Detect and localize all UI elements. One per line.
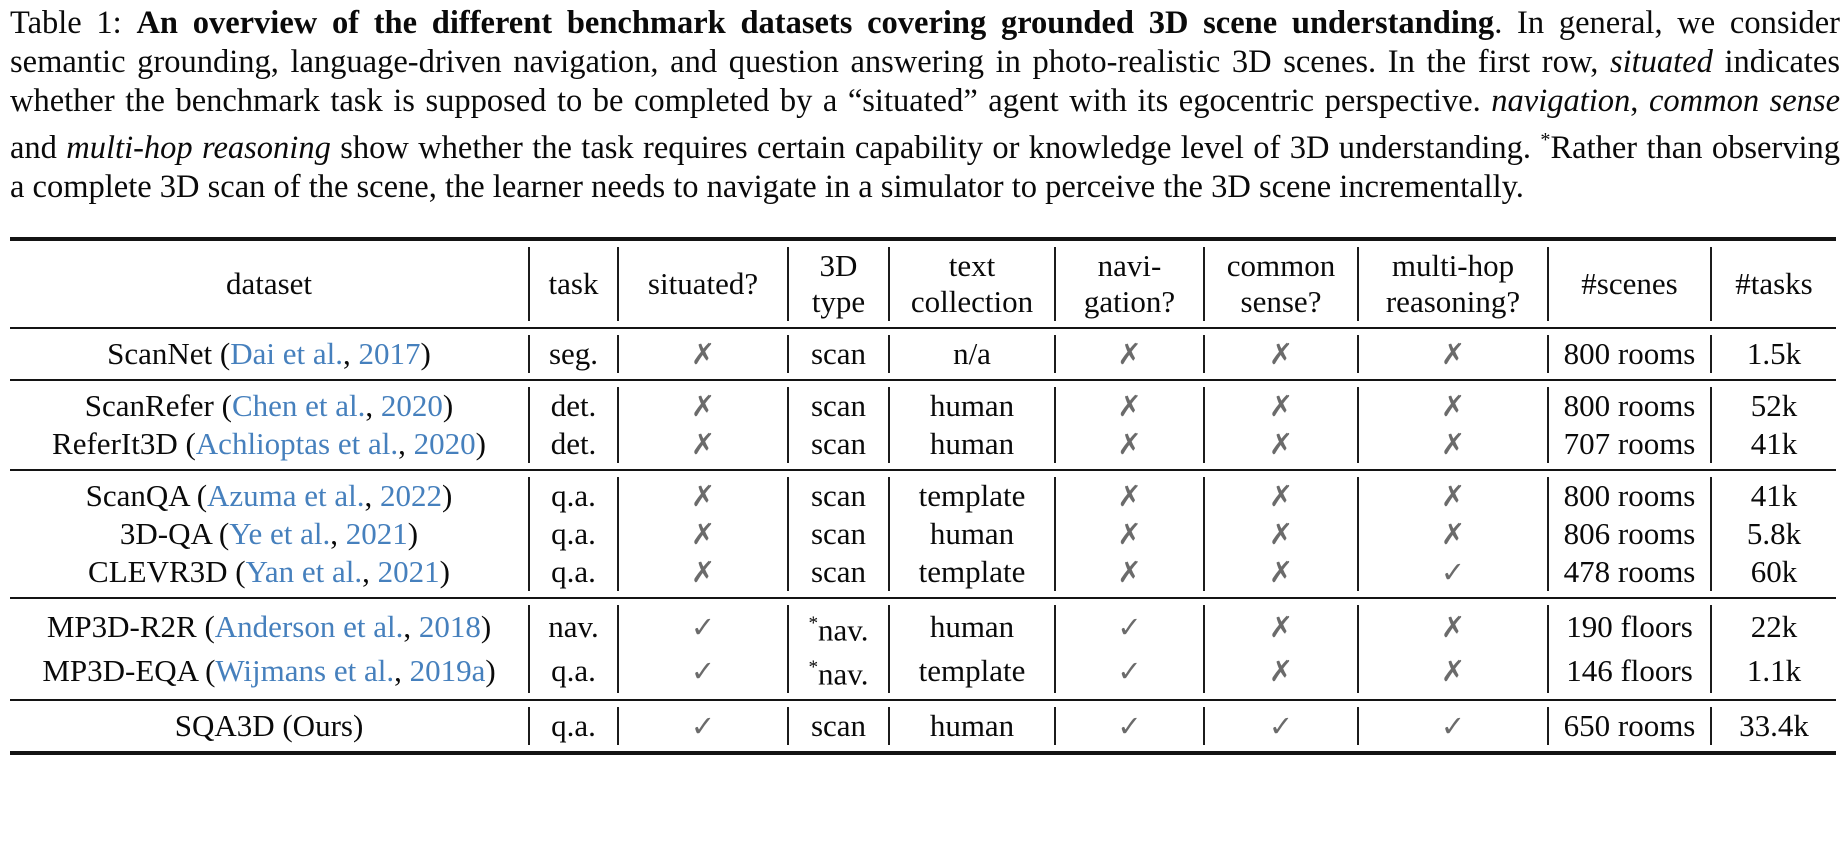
- collection-value: template: [918, 653, 1026, 689]
- caption-segment: situated: [1609, 44, 1713, 80]
- dataset-name: 3D-QA: [119, 515, 212, 551]
- cell-text-collection: [889, 649, 1055, 693]
- citation-year-link[interactable]: 2018: [418, 608, 481, 644]
- task-value: q.a.: [551, 477, 596, 513]
- cell-tasks: [1711, 553, 1836, 591]
- cross-icon: ✗: [1117, 516, 1142, 551]
- cell-navigation: [1055, 477, 1204, 515]
- cross-icon: ✗: [1440, 609, 1466, 644]
- citation-close-paren: ): [442, 387, 454, 423]
- caption-segment: Rather than observing a complete 3D scan of the scene, the learner needs to navigate in a simulator to perceive the 3D scene incrementally.: [10, 129, 1840, 205]
- citation-year-link[interactable]: 2020: [413, 425, 476, 461]
- cell-text-collection: [889, 387, 1055, 425]
- citation-open-paren: (: [197, 653, 216, 689]
- cell-text-collection: [889, 707, 1055, 745]
- citation-close-paren: ): [442, 477, 453, 513]
- citation-year-link[interactable]: 2017: [358, 335, 421, 371]
- col-header-3d-type: [788, 247, 889, 321]
- cross-icon: ✗: [690, 336, 716, 371]
- cell-situated: [618, 387, 788, 425]
- cell-task: [529, 425, 618, 463]
- cell-task: [529, 387, 618, 425]
- cross-icon: ✗: [690, 516, 716, 551]
- cell-tasks: [1711, 515, 1836, 553]
- cell-task: [529, 553, 618, 591]
- task-value: seg.: [548, 335, 599, 371]
- table-row: [10, 477, 1836, 515]
- scenes-value: 800 rooms: [1563, 477, 1696, 513]
- type-value: scan: [810, 553, 867, 589]
- dataset-name: ScanNet: [107, 335, 213, 371]
- col-header-multihop: [1358, 247, 1548, 321]
- cell-dataset: [10, 477, 529, 515]
- check-icon: ✓: [690, 654, 716, 689]
- table-bottom-rule-cell: [10, 751, 1836, 755]
- check-icon: ✓: [1117, 709, 1142, 744]
- caption-segment: common sense: [1648, 83, 1840, 119]
- cross-icon: ✗: [1268, 388, 1294, 423]
- tasks-value: 41k: [1750, 425, 1798, 461]
- col-header-dataset-line: dataset: [225, 265, 313, 301]
- table-row: [10, 515, 1836, 553]
- cell-tasks: [1711, 335, 1836, 373]
- cross-icon: ✗: [690, 554, 716, 589]
- cell-multihop-reasoning: [1358, 553, 1548, 591]
- scenes-value: 806 rooms: [1563, 515, 1696, 551]
- col-header-task: [529, 247, 618, 321]
- cell-navigation: [1055, 707, 1204, 745]
- cell-dataset: [10, 335, 529, 373]
- cell-common-sense: [1204, 387, 1358, 425]
- cell-navigation: [1055, 649, 1204, 693]
- citation-year-link[interactable]: 2021: [377, 553, 440, 589]
- table-row: [10, 605, 1836, 649]
- cell-3d-type: [788, 605, 889, 649]
- dataset-name: ScanRefer: [84, 387, 214, 423]
- cell-common-sense: [1204, 477, 1358, 515]
- cross-icon: ✗: [1440, 426, 1466, 461]
- nav-star-marker: *: [808, 657, 819, 679]
- col-header-task-line: task: [548, 265, 599, 301]
- cell-text-collection: [889, 477, 1055, 515]
- citation-separator: ,: [362, 553, 378, 589]
- cell-multihop-reasoning: [1358, 605, 1548, 649]
- task-value: q.a.: [551, 515, 596, 551]
- collection-value: template: [918, 553, 1026, 589]
- citation-authors-link[interactable]: Anderson et al.: [214, 608, 404, 644]
- cross-icon: ✗: [1117, 478, 1142, 513]
- cell-situated: [618, 649, 788, 693]
- citation-separator: ,: [343, 335, 359, 371]
- dataset-name: CLEVR3D: [88, 553, 228, 589]
- table-caption: [10, 4, 1840, 207]
- cell-3d-type: [788, 553, 889, 591]
- collection-value: human: [929, 608, 1015, 644]
- scenes-value: 146 floors: [1566, 653, 1693, 689]
- table-row: [10, 553, 1836, 591]
- collection-value: human: [929, 515, 1015, 551]
- citation-year-link[interactable]: 2020: [380, 387, 443, 423]
- cell-3d-type: [788, 515, 889, 553]
- type-value: scan: [810, 708, 867, 744]
- cell-task: [529, 515, 618, 553]
- cross-icon: ✗: [1440, 336, 1466, 371]
- cell-dataset: [10, 425, 529, 463]
- citation-year-link[interactable]: 2022: [380, 477, 443, 513]
- cross-icon: ✗: [1268, 478, 1294, 513]
- cell-scenes: [1548, 515, 1711, 553]
- cell-3d-type: [788, 335, 889, 373]
- task-value: q.a.: [551, 653, 596, 689]
- cell-task: [529, 605, 618, 649]
- scenes-value: 650 rooms: [1563, 708, 1696, 744]
- citation-close-paren: ): [407, 515, 419, 551]
- cell-scenes: [1548, 707, 1711, 745]
- cell-navigation: [1055, 425, 1204, 463]
- citation-authors-link[interactable]: Wijmans et al.: [215, 653, 395, 689]
- tasks-value: 41k: [1750, 477, 1798, 513]
- table-row: [10, 335, 1836, 373]
- cross-icon: ✗: [1268, 426, 1294, 461]
- tasks-value: 52k: [1750, 387, 1798, 423]
- cell-dataset: [10, 387, 529, 425]
- table-row: [10, 425, 1836, 463]
- nav-star-marker: *: [808, 612, 819, 634]
- col-header-scenes: [1548, 247, 1711, 321]
- dataset-name: SQA3D (Ours): [174, 708, 364, 744]
- citation-separator: ,: [330, 515, 346, 551]
- cell-scenes: [1548, 605, 1711, 649]
- cell-text-collection: [889, 335, 1055, 373]
- task-value: q.a.: [551, 553, 596, 589]
- cell-common-sense: [1204, 707, 1358, 745]
- task-value: det.: [550, 425, 597, 461]
- cell-task: [529, 707, 618, 745]
- cell-dataset: [10, 707, 529, 745]
- check-icon: ✓: [1440, 709, 1466, 744]
- cross-icon: ✗: [1268, 609, 1294, 644]
- cell-common-sense: [1204, 515, 1358, 553]
- cell-scenes: [1548, 477, 1711, 515]
- cell-dataset: [10, 605, 529, 649]
- cell-task: [529, 477, 618, 515]
- cross-icon: ✗: [1440, 654, 1466, 689]
- dataset-name: MP3D-R2R: [46, 608, 197, 644]
- type-value: nav.: [818, 656, 869, 692]
- cell-multihop-reasoning: [1358, 425, 1548, 463]
- collection-value: n/a: [953, 335, 991, 371]
- check-icon: ✓: [1268, 709, 1294, 744]
- citation-open-paren: (: [211, 515, 230, 551]
- cell-multihop-reasoning: [1358, 707, 1548, 745]
- cross-icon: ✗: [1117, 388, 1142, 423]
- cross-icon: ✗: [690, 478, 716, 513]
- cell-common-sense: [1204, 605, 1358, 649]
- col-header-dataset: [10, 247, 529, 321]
- type-value: scan: [810, 387, 867, 423]
- col-header-common-sense-line: common: [1226, 247, 1336, 283]
- caption-segment: ,: [1630, 83, 1649, 119]
- citation-open-paren: (: [227, 553, 246, 589]
- benchmark-table: [10, 237, 1836, 756]
- dataset-name: MP3D-EQA: [42, 653, 198, 689]
- cell-tasks: [1711, 649, 1836, 693]
- collection-value: human: [929, 708, 1015, 744]
- tasks-value: 1.5k: [1746, 335, 1802, 371]
- col-header-common-sense-line: sense?: [1240, 283, 1322, 319]
- citation-open-paren: (: [213, 387, 232, 423]
- cell-3d-type: [788, 707, 889, 745]
- caption-segment: indicates whether the benchmark task is supposed to be completed by a “situated” agent with its egocentric perspective.: [10, 44, 1841, 119]
- citation-open-paren: (: [188, 477, 208, 513]
- cell-dataset: [10, 515, 529, 553]
- type-value: scan: [810, 477, 867, 513]
- collection-value: template: [918, 477, 1026, 513]
- check-icon: ✓: [690, 609, 716, 644]
- cross-icon: ✗: [690, 426, 716, 461]
- citation-authors-link[interactable]: Dai et al.: [230, 335, 344, 371]
- cross-icon: ✗: [1268, 654, 1294, 689]
- scenes-value: 800 rooms: [1563, 387, 1696, 423]
- col-header-navigation: [1055, 247, 1204, 321]
- col-header-multihop-line: multi-hop: [1391, 247, 1515, 283]
- citation-separator: ,: [364, 477, 381, 513]
- cell-tasks: [1711, 707, 1836, 745]
- type-value: nav.: [818, 612, 869, 648]
- col-header-tasks-line: #tasks: [1735, 265, 1813, 301]
- cell-tasks: [1711, 477, 1836, 515]
- caption-segment: Table 1:: [10, 5, 137, 41]
- cell-task: [529, 335, 618, 373]
- cell-scenes: [1548, 335, 1711, 373]
- cell-situated: [618, 605, 788, 649]
- collection-value: human: [929, 387, 1015, 423]
- check-icon: ✓: [1117, 609, 1142, 644]
- col-header-situated-line: situated?: [647, 265, 759, 301]
- citation-close-paren: ): [480, 608, 492, 644]
- tasks-value: 5.8k: [1746, 515, 1802, 551]
- col-header-3d-type-line: type: [811, 283, 866, 319]
- cell-common-sense: [1204, 553, 1358, 591]
- scenes-value: 707 rooms: [1563, 425, 1696, 461]
- cell-scenes: [1548, 649, 1711, 693]
- scenes-value: 800 rooms: [1563, 335, 1696, 371]
- caption-segment: navigation: [1491, 83, 1631, 119]
- cell-situated: [618, 515, 788, 553]
- citation-open-paren: (: [196, 608, 215, 644]
- cross-icon: ✗: [1440, 516, 1466, 551]
- check-icon: ✓: [1440, 554, 1466, 589]
- cell-navigation: [1055, 553, 1204, 591]
- cell-common-sense: [1204, 335, 1358, 373]
- citation-close-paren: ): [420, 335, 431, 371]
- cross-icon: ✗: [1268, 554, 1294, 589]
- cell-multihop-reasoning: [1358, 649, 1548, 693]
- task-value: det.: [550, 387, 597, 423]
- type-value: scan: [810, 335, 867, 371]
- dataset-name: ScanQA: [85, 477, 189, 513]
- tasks-value: 33.4k: [1739, 708, 1809, 744]
- caption-segment: multi-hop reasoning: [66, 129, 331, 166]
- cell-dataset: [10, 553, 529, 591]
- col-header-multihop-line: reasoning?: [1385, 283, 1521, 319]
- paper-page: [0, 4, 1846, 848]
- col-header-scenes-line: #scenes: [1581, 265, 1678, 301]
- cell-situated: [618, 553, 788, 591]
- cell-common-sense: [1204, 649, 1358, 693]
- cross-icon: ✗: [1268, 516, 1294, 551]
- cross-icon: ✗: [1117, 554, 1142, 589]
- check-icon: ✓: [690, 709, 716, 744]
- citation-separator: ,: [398, 425, 414, 461]
- cell-scenes: [1548, 425, 1711, 463]
- cross-icon: ✗: [1117, 426, 1142, 461]
- col-header-text-collection-line: collection: [910, 283, 1034, 319]
- scenes-value: 478 rooms: [1563, 553, 1696, 589]
- col-header-navigation-line: navi-: [1097, 247, 1162, 283]
- cell-3d-type: [788, 425, 889, 463]
- cell-navigation: [1055, 335, 1204, 373]
- cell-task: [529, 649, 618, 693]
- cell-navigation: [1055, 515, 1204, 553]
- cell-situated: [618, 477, 788, 515]
- cell-tasks: [1711, 605, 1836, 649]
- cell-multihop-reasoning: [1358, 335, 1548, 373]
- cell-tasks: [1711, 387, 1836, 425]
- citation-year-link[interactable]: 2019a: [409, 653, 486, 689]
- citation-close-paren: ): [439, 553, 450, 589]
- cell-text-collection: [889, 515, 1055, 553]
- cell-text-collection: [889, 553, 1055, 591]
- tasks-value: 22k: [1750, 608, 1798, 644]
- tasks-value: 60k: [1750, 553, 1798, 589]
- cell-3d-type: [788, 477, 889, 515]
- cell-3d-type: [788, 387, 889, 425]
- citation-year-link[interactable]: 2021: [345, 515, 408, 551]
- caption-segment: *: [1540, 129, 1551, 151]
- col-header-common-sense: [1204, 247, 1358, 321]
- col-header-navigation-line: gation?: [1083, 283, 1176, 319]
- cell-multihop-reasoning: [1358, 477, 1548, 515]
- citation-separator: ,: [365, 387, 381, 423]
- dataset-name: ReferIt3D: [52, 425, 178, 461]
- cross-icon: ✗: [1440, 388, 1466, 423]
- table-bottom-rule: [10, 751, 1836, 755]
- citation-close-paren: ): [475, 425, 486, 461]
- citation-open-paren: (: [177, 425, 196, 461]
- collection-value: human: [929, 425, 1015, 461]
- header-row: [10, 247, 1836, 321]
- citation-open-paren: (: [212, 335, 231, 371]
- caption-segment: An overview of the different benchmark datasets covering grounded 3D scene understanding: [136, 5, 1495, 41]
- cell-situated: [618, 707, 788, 745]
- scenes-value: 190 floors: [1566, 608, 1693, 644]
- cell-scenes: [1548, 553, 1711, 591]
- task-value: q.a.: [551, 708, 596, 744]
- cell-3d-type: [788, 649, 889, 693]
- tasks-value: 1.1k: [1746, 653, 1802, 689]
- cell-text-collection: [889, 605, 1055, 649]
- cell-text-collection: [889, 425, 1055, 463]
- col-header-situated: [618, 247, 788, 321]
- cross-icon: ✗: [1440, 478, 1466, 513]
- citation-authors-link[interactable]: Chen et al.: [231, 387, 366, 423]
- cell-situated: [618, 425, 788, 463]
- cell-common-sense: [1204, 425, 1358, 463]
- table-bottom-rule-line: [10, 751, 1836, 755]
- caption-segment: show whether the task requires certain capability or knowledge level of 3D understanding.: [330, 129, 1541, 166]
- cell-situated: [618, 335, 788, 373]
- caption-segment: and: [10, 129, 67, 166]
- table-row: [10, 387, 1836, 425]
- citation-separator: ,: [403, 608, 419, 644]
- citation-separator: ,: [394, 653, 410, 689]
- cell-tasks: [1711, 425, 1836, 463]
- citation-close-paren: ): [485, 653, 496, 689]
- cell-navigation: [1055, 605, 1204, 649]
- type-value: scan: [810, 515, 867, 551]
- citation-authors-link[interactable]: Yan et al.: [245, 553, 363, 589]
- col-header-text-collection: [889, 247, 1055, 321]
- caption-segment: . In general, we consider semantic grounding, language-driven navigation, and question answering in photo-realistic 3D scenes. In the first row,: [10, 5, 1841, 80]
- check-icon: ✓: [1117, 654, 1142, 689]
- cross-icon: ✗: [690, 388, 716, 423]
- cell-multihop-reasoning: [1358, 387, 1548, 425]
- cross-icon: ✗: [1117, 336, 1142, 371]
- cell-multihop-reasoning: [1358, 515, 1548, 553]
- citation-authors-link[interactable]: Achlioptas et al.: [195, 425, 399, 461]
- citation-authors-link[interactable]: Azuma et al.: [207, 477, 365, 513]
- cell-navigation: [1055, 387, 1204, 425]
- benchmark-table-body: [10, 237, 1836, 756]
- cross-icon: ✗: [1268, 336, 1294, 371]
- type-value: scan: [810, 425, 867, 461]
- col-header-tasks: [1711, 247, 1836, 321]
- task-value: nav.: [548, 608, 599, 644]
- col-header-text-collection-line: text: [948, 247, 996, 283]
- table-row: [10, 707, 1836, 745]
- cell-scenes: [1548, 387, 1711, 425]
- table-row: [10, 649, 1836, 693]
- col-header-3d-type-line: 3D: [819, 247, 858, 283]
- citation-authors-link[interactable]: Ye et al.: [229, 515, 331, 551]
- cell-dataset: [10, 649, 529, 693]
